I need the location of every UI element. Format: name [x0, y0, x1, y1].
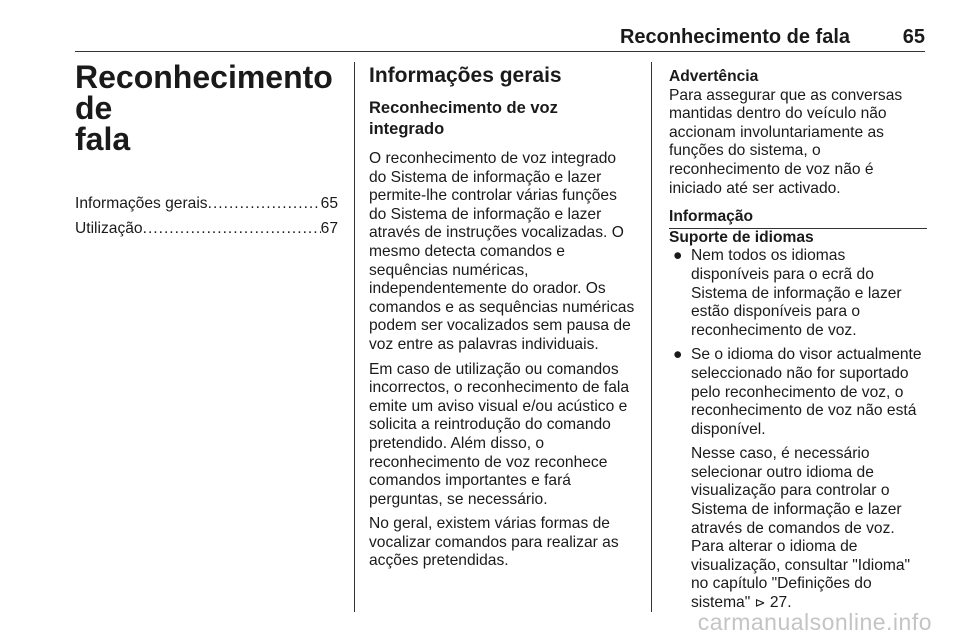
bullet-item — [669, 247, 927, 340]
sub-title — [369, 98, 635, 140]
sub-title-line1: Reconhecimento de voz — [369, 99, 558, 117]
column-divider-right — [651, 62, 652, 612]
paragraph: O reconhecimento de voz integrado do Sistema de informação e lazer permite-lhe controlar várias funções do Sistema de informação e lazer através de instruções vocalizadas. O mesmo detecta comandos e sequências numéricas, independentemente do orador. Os comandos e as sequências numéricas podem ser vocalizados sem pausa de voz entre as palavras individuais. — [369, 150, 635, 353]
body-column-right — [669, 68, 927, 619]
header-rule — [75, 51, 925, 52]
bullet-continuation-text: Nesse caso, é necessário selecionar outro idioma de visualização para controlar o Sistema de informação e lazer através de comandos de voz. Para alterar o idioma de visualização, consultar "Idioma" no capítulo "Definições do sistema" — [691, 445, 911, 612]
bullet-text: Nem todos os idiomas disponíveis para o ecrã do Sistema de informação e lazer estão disponíveis para o reconhecimento de voz. — [691, 247, 902, 339]
body-column-middle — [369, 64, 635, 577]
chapter-title-line2: fala — [75, 121, 131, 157]
bullet-dot-icon: ● — [673, 247, 683, 265]
toc-entry-utilizacao[interactable] — [75, 220, 338, 239]
bullet-text: Se o idioma do visor actualmente seleccionado não for suportado pelo reconhecimento de voz, o reconhecimento de voz não está disponível. — [691, 346, 922, 438]
note-title: Advertência — [669, 68, 759, 85]
bullet-item — [669, 346, 927, 439]
toc-page: 65 — [320, 195, 338, 212]
page-header — [75, 20, 925, 52]
toc-label: Utilização — [75, 219, 143, 237]
chapter-column — [75, 59, 338, 244]
page-reference-link[interactable]: 27. — [769, 594, 792, 612]
chapter-title-line1: Reconhecimento de — [75, 59, 333, 126]
section-title: Informações gerais — [369, 64, 562, 87]
page-number: 65 — [902, 26, 925, 48]
chapter-title — [75, 59, 338, 157]
info-label: Informação — [669, 208, 927, 229]
toc-page: 67 — [320, 219, 338, 237]
paragraph: Em caso de utilização ou comandos incorrectos, o reconhecimento de fala emite um aviso visual e/ou acústico e solicita a reintrodução do comando pretendido. Além disso, o reconhecimento de voz reconhece comandos importantes e fará perguntas, se necessário. — [369, 360, 630, 508]
watermark: carmanualsonline.info — [697, 609, 932, 635]
info-subheading: Suporte de idiomas — [669, 228, 814, 246]
toc-label: Informações gerais — [75, 195, 208, 212]
column-divider-left — [354, 62, 355, 612]
toc-entry-informacoes-gerais[interactable] — [75, 195, 338, 214]
note-text: Para assegurar que as conversas mantidas dentro do veículo não accionam involuntariamente as funções do sistema, o reconhecimento de voz não é iniciado até ser activado. — [669, 86, 903, 197]
page-reference-arrow-icon: ⊳ — [754, 595, 766, 611]
toc-leader-dots — [143, 220, 321, 239]
paragraph: No geral, existem várias formas de vocalizar comandos para realizar as acções pretendidas. — [369, 515, 619, 570]
sub-title-line2: integrado — [369, 120, 445, 138]
toc-leader-dots — [208, 195, 321, 214]
bullet-continuation — [669, 445, 927, 612]
running-title: Reconhecimento de fala — [619, 26, 850, 48]
bullet-dot-icon: ● — [673, 346, 683, 364]
